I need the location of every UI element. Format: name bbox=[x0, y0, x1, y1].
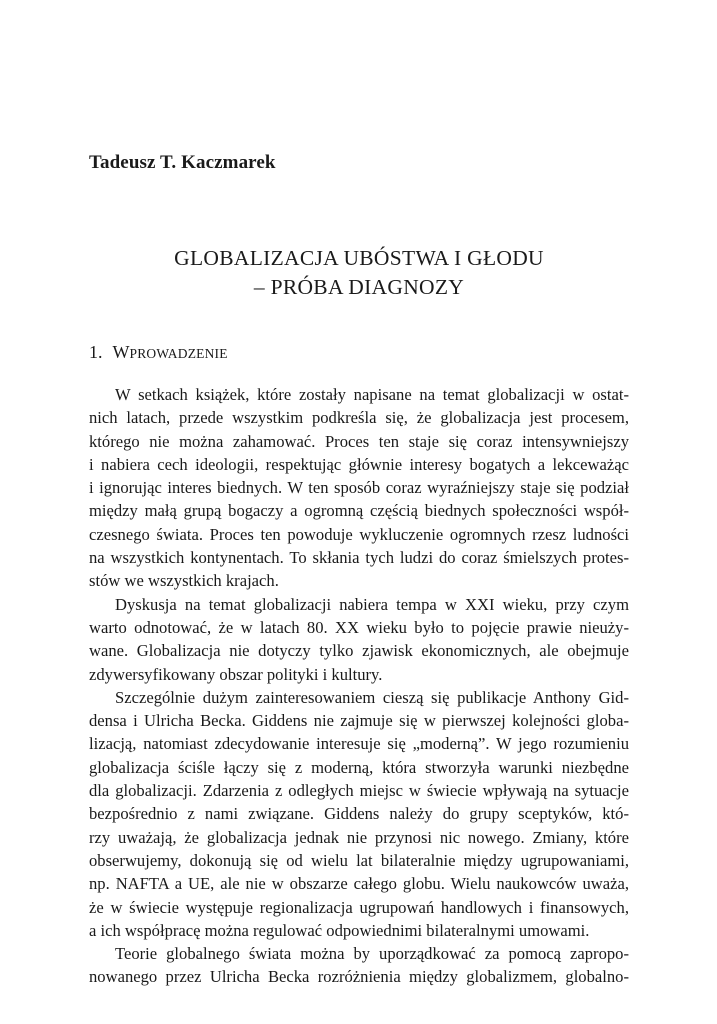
text-line: na wszystkich kontynentach. To skłania tych ludzi do coraz śmielszych protes- bbox=[89, 548, 629, 568]
body-text bbox=[89, 383, 629, 989]
section-number: 1. bbox=[89, 342, 103, 362]
text-line: warto odnotować, że w latach 80. XX wieku było to pojęcie prawie nieuży- bbox=[89, 617, 629, 637]
text-line: densa i Ulricha Becka. Giddens nie zajmuje się w pierwszej kolejności globa- bbox=[89, 711, 629, 731]
text-line: np. NAFTA a UE, ale nie w obszarze całego globu. Wielu naukowców uważa, bbox=[89, 874, 629, 894]
text-line: że w świecie występuje regionalizacja ugrupowań handlowych i finansowych, bbox=[89, 897, 629, 917]
text-line: Teorie globalnego świata można by uporządkować za pomocą zapropo- bbox=[115, 944, 629, 964]
text-line: wane. Globalizacja nie dotyczy tylko zjawisk ekonomicznych, ale obejmuje bbox=[89, 641, 629, 661]
text-line: nich latach, przede wszystkim podkreśla się, że globalizacja jest procesem, bbox=[89, 408, 629, 428]
text-line: lizacją, natomiast zdecydowanie interesuje się „moderną”. W jego rozumieniu bbox=[89, 734, 629, 754]
text-line: którego nie można zahamować. Proces ten staje się coraz intensywniejszy bbox=[89, 431, 629, 451]
text-line: globalizacja ściśle łączy się z moderną, która stworzyła warunki niezbędne bbox=[89, 757, 629, 777]
paragraph bbox=[89, 593, 629, 686]
text-line: i nabiera cech ideologii, respektując głównie interesy bogatych a lekceważąc bbox=[89, 454, 629, 474]
text-line: między małą grupą bogaczy a ogromną częścią biednych społeczności współ- bbox=[89, 501, 629, 521]
section-title-rest: PROWADZENIE bbox=[129, 346, 228, 361]
chapter-title-line-2: – PRÓBA DIAGNOZY bbox=[253, 275, 465, 299]
text-line: nowanego przez Ulricha Becka rozróżnienia między globalizmem, globalno- bbox=[89, 967, 629, 987]
section-initial: W bbox=[112, 342, 130, 362]
text-line: bezpośrednio z nami związane. Giddens należy do grupy sceptyków, któ- bbox=[89, 804, 629, 824]
text-line: Dyskusja na temat globalizacji nabiera tempa w XXI wieku, przy czym bbox=[115, 594, 629, 614]
text-line: W setkach książek, które zostały napisane na temat globalizacji w ostat- bbox=[115, 385, 629, 404]
text-line: Szczególnie dużym zainteresowaniem cieszą się publikacje Anthony Gid- bbox=[115, 687, 629, 707]
chapter-title bbox=[89, 244, 629, 302]
section-heading bbox=[89, 342, 228, 363]
text-line: i ignorując interes biednych. W ten sposób coraz wyraźniejszy staje się podział bbox=[89, 478, 629, 498]
paragraph bbox=[89, 383, 629, 593]
text-line: rzy uważają, że globalizacja jednak nie przynosi nic nowego. Zmiany, które bbox=[89, 827, 629, 847]
text-line: stów we wszystkich krajach. bbox=[89, 571, 279, 591]
text-line: czesnego świata. Proces ten powoduje wykluczenie ogromnych rzesz ludności bbox=[89, 524, 629, 544]
paragraph bbox=[89, 942, 629, 989]
text-line: obserwujemy, dokonują się od wielu lat bilateralnie między ugrupowaniami, bbox=[89, 850, 629, 870]
text-line: zdywersyfikowany obszar polityki i kultury. bbox=[89, 664, 383, 684]
chapter-title-line-1: GLOBALIZACJA UBÓSTWA I GŁODU bbox=[174, 246, 544, 270]
author-name: Tadeusz T. Kaczmarek bbox=[89, 152, 276, 173]
paragraph bbox=[89, 686, 629, 942]
text-line: dla globalizacji. Zdarzenia z odległych miejsc w świecie wpływają na sytuacje bbox=[89, 781, 629, 801]
text-line: a ich współpracę można regulować odpowiednimi bilateralnymi umowami. bbox=[89, 920, 590, 940]
